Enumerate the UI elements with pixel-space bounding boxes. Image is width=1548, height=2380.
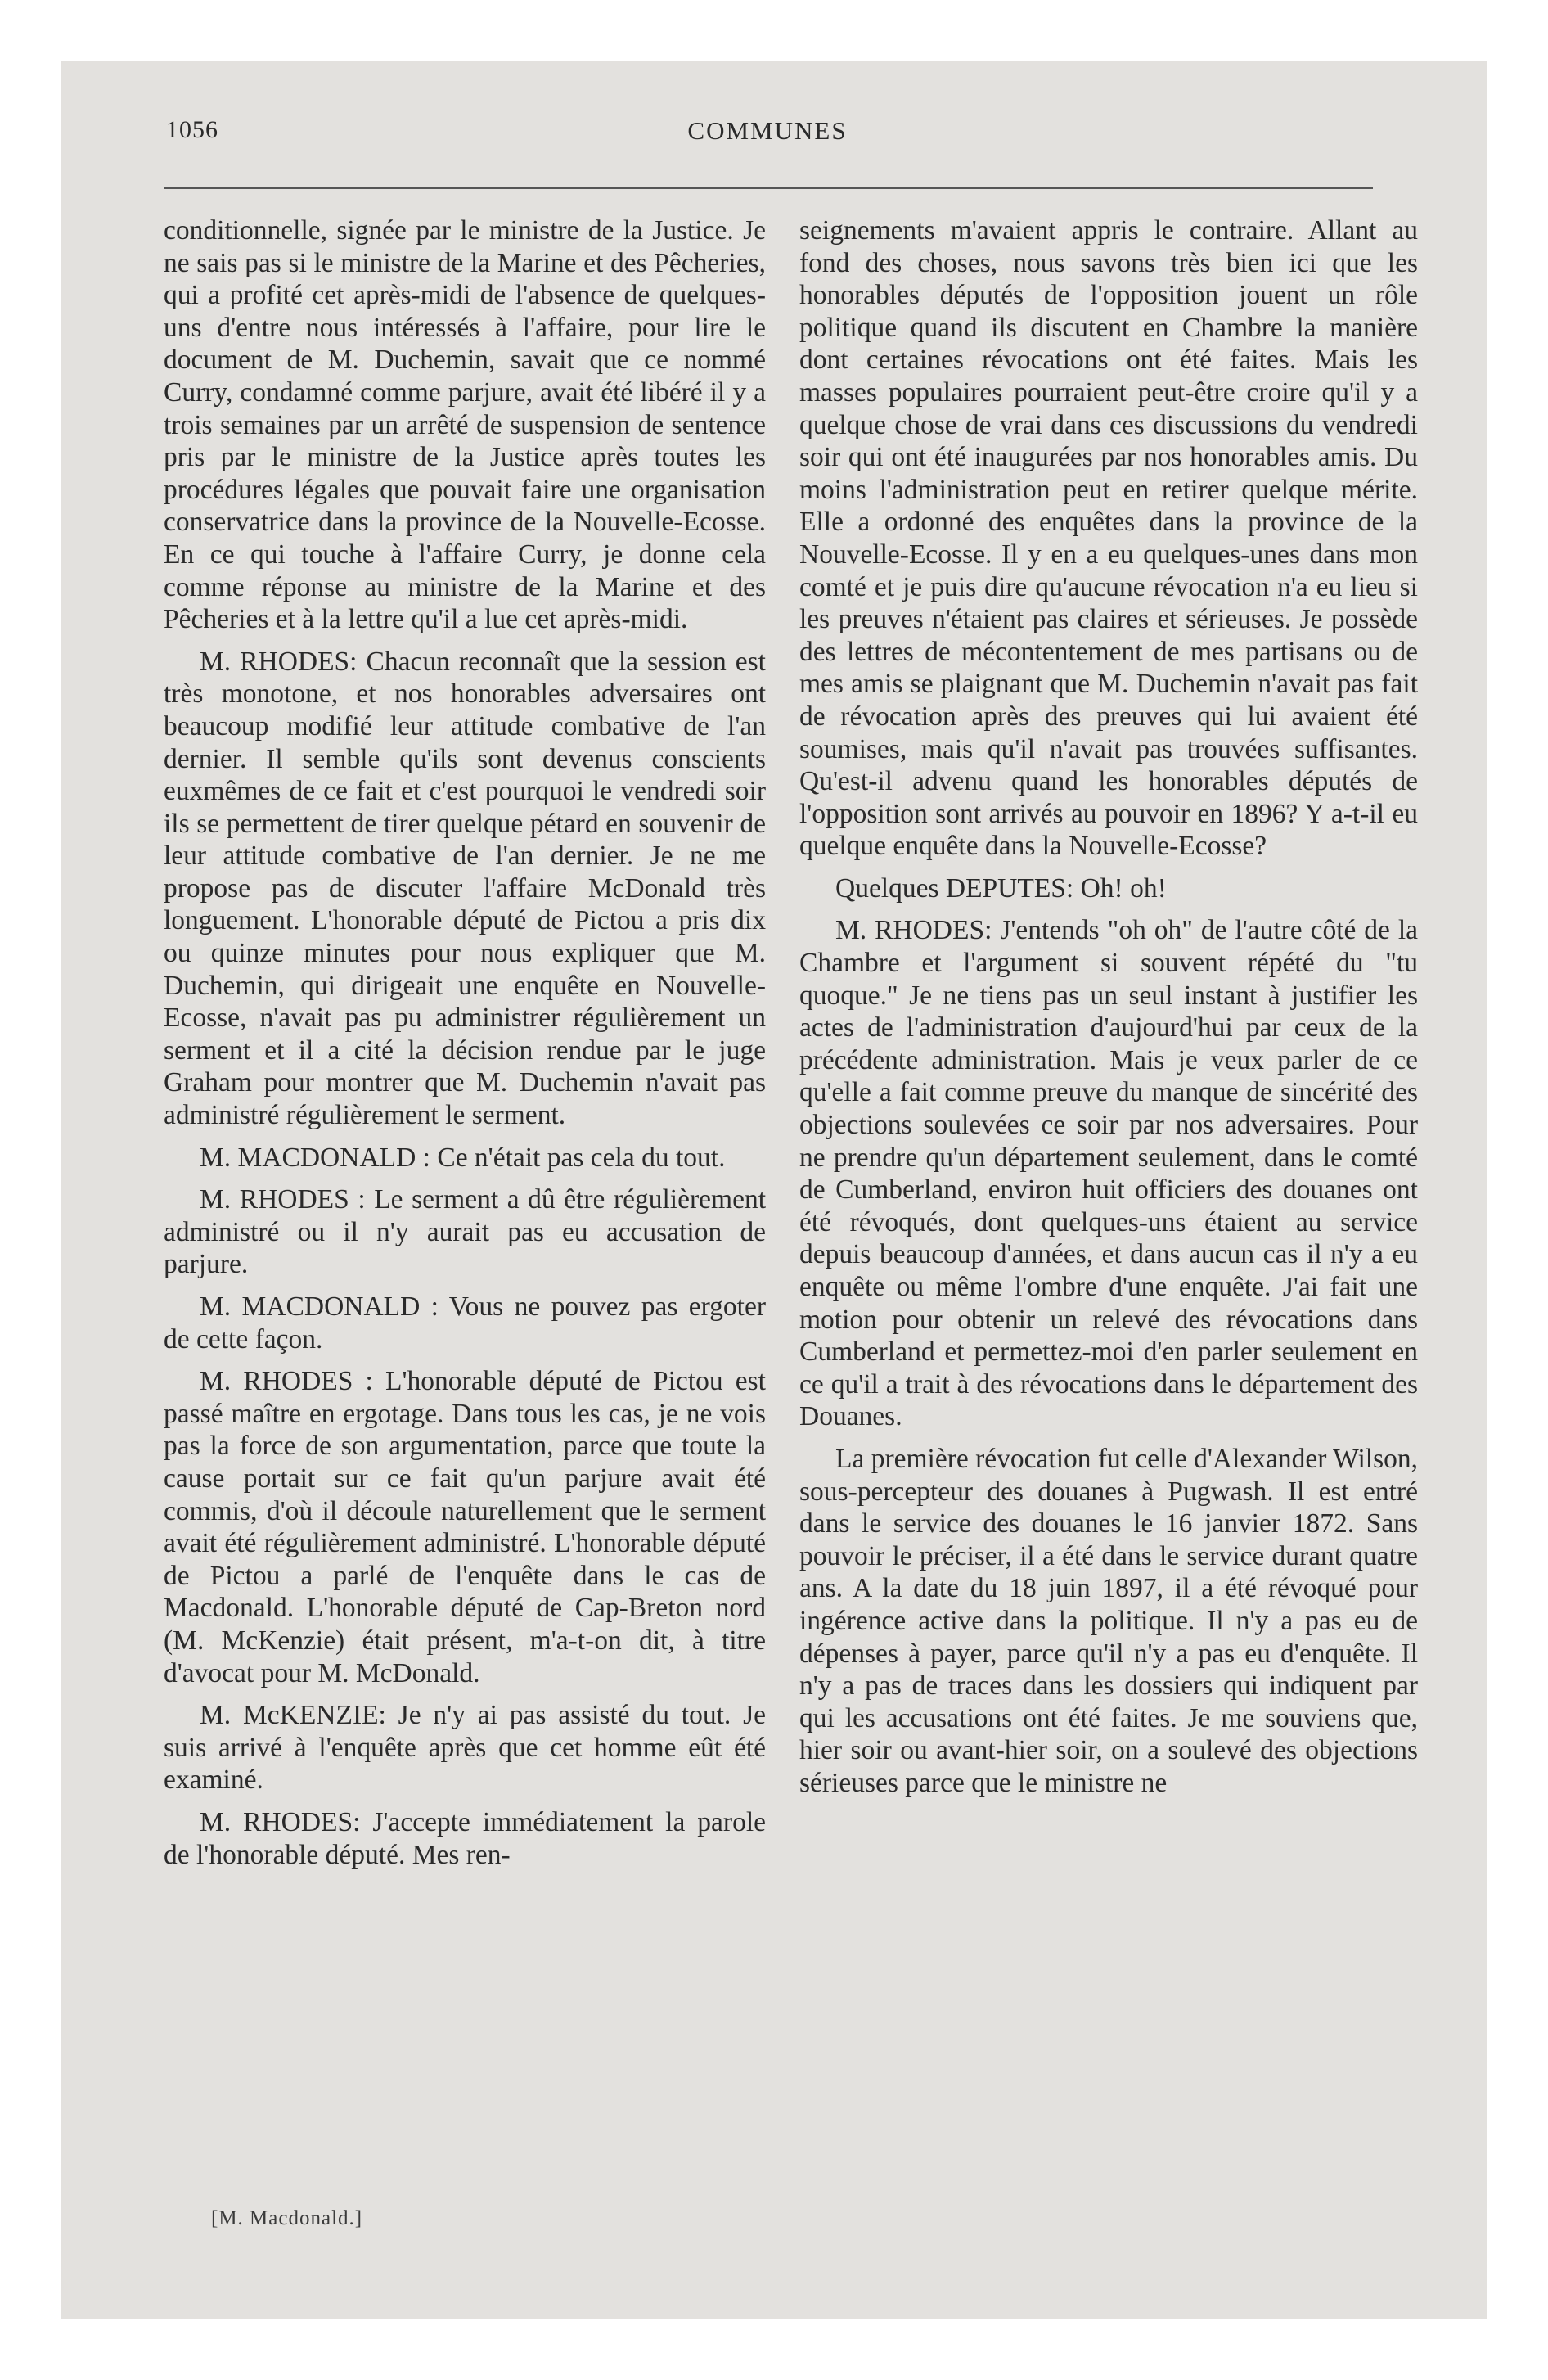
paragraph: La première révocation fut celle d'Alexander Wilson, sous-percepteur des douanes à Pugwash. Il est entré dans le service des douanes le 16 janvier 1872. Sans pouvoir le préciser, il a été dans le service durant quatre ans. A la date du 18 juin 1897, il a été révoqué pour ingérence active dans la politique. Il n'y a pas eu de dépenses à payer, parce qu'il n'y a pas eu d'enquête. Il n'y a pas de traces dans les dossiers qui indiquent par qui les accusations ont été faites. Je me souviens que, hier soir ou avant-hier soir, on a soulevé des objections sérieuses parce que le ministre ne: [799, 1443, 1418, 1798]
header-rule: [164, 187, 1373, 189]
paragraph: seignements m'avaient appris le contraire. Allant au fond des choses, nous savons très bien ici que les honorables députés de l'opposition jouent un rôle politique quand ils discutent en Chambre la manière dont certaines révocations ont été faites. Mais les masses populaires pourraient peut-être croire qu'il y a quelque chose de vrai dans ces discussions du vendredi soir qui ont été inaugurées par nos honorables amis. Du moins l'administration peut en retirer quelque mérite. Elle a ordonné des enquêtes dans la province de la Nouvelle-Ecosse. Il y en a eu quelques-unes dans mon comté et je puis dire qu'aucune révocation n'a eu lieu si les preuves n'étaient pas claires et sérieuses. Je possède des lettres de mécontentement de mes partisans ou de mes amis se plaignant que M. Duchemin n'avait pas fait de révocation après des preuves qui lui avaient été soumises, mais qu'il n'avait pas trouvées suffisantes. Qu'est-il advenu quand les honorables députés de l'opposition sont arrivés au pouvoir en 1896? Y a-t-il eu quelque enquête dans la Nouvelle-Ecosse?: [799, 215, 1418, 862]
paragraph: M. MACDONALD : Vous ne pouvez pas ergoter de cette façon.: [164, 1291, 766, 1355]
paragraph: M. RHODES: Chacun reconnaît que la session est très monotone, et nos honorables adversaires ont beaucoup modifié leur attitude combative de l'an dernier. Il semble qu'ils sont devenus conscients euxmêmes de ce fait et c'est pourquoi le vendredi soir ils se permettent de tirer quelque pétard en souvenir de leur attitude combative de l'an dernier. Je ne me propose pas de discuter l'affaire McDonald très longuement. L'honorable député de Pictou a pris dix ou quinze minutes pour nous expliquer que M. Duchemin, qui dirigeait une enquête en Nouvelle-Ecosse, n'avait pas pu administrer régulièrement un serment et il a cité la décision rendue par le juge Graham pour montrer que M. Duchemin n'avait pas administré régulièrement le serment.: [164, 646, 766, 1131]
paragraph: M. MACDONALD : Ce n'était pas cela du tout.: [200, 1142, 726, 1173]
right-column: [799, 214, 1418, 1800]
paragraph: M. McKENZIE: Je n'y ai pas assisté du tout. Je suis arrivé à l'enquête après que cet homme eût été examiné.: [164, 1700, 766, 1796]
footnote: [M. Macdonald.]: [211, 2207, 363, 2229]
page-number: 1056: [166, 116, 218, 143]
paragraph: conditionnelle, signée par le ministre de la Justice. Je ne sais pas si le ministre de la Marine et des Pêcheries, qui a profité cet après-midi de l'absence de quelques-uns d'entre nous intéressés à l'affaire, pour lire le document de M. Duchemin, savait que ce nommé Curry, condamné comme parjure, avait été libéré il y a trois semaines par un arrêté de suspension de sentence pris par le ministre de la Justice après toutes les procédures légales que pouvait faire une organisation conservatrice dans la province de la Nouvelle-Ecosse. En ce qui touche à l'affaire Curry, je donne cela comme réponse au ministre de la Marine et des Pêcheries et à la lettre qu'il a lue cet après-midi.: [164, 215, 766, 635]
paragraph: M. RHODES : L'honorable député de Pictou est passé maître en ergotage. Dans tous les cas, je ne vois pas la force de son argumentation, parce que toute la cause portait sur ce fait qu'un parjure avait été commis, d'où il découle naturellement que le serment avait été régulièrement administré. L'honorable député de Pictou a parlé de l'enquête dans le cas de Macdonald. L'honorable député de Cap-Breton nord (M. McKenzie) était présent, m'a-t-on dit, à titre d'avocat pour M. McDonald.: [164, 1366, 766, 1688]
paragraph: M. RHODES: J'entends "oh oh" de l'autre côté de la Chambre et l'argument si souvent répété du "tu quoque." Je ne tiens pas un seul instant à justifier les actes de l'administration d'aujourd'hui par ceux de la précédente administration. Mais je veux parler de ce qu'elle a fait comme preuve du manque de sincérité des objections soulevées ce soir par nos adversaires. Pour ne prendre qu'un département seulement, dans le comté de Cumberland, environ huit officiers des douanes ont été révoqués, dont quelques-uns étaient au service depuis beaucoup d'années, et dans aucun cas il n'y a eu enquête ou même l'ombre d'une enquête. J'ai fait une motion pour obtenir un relevé des révocations dans Cumberland et permettez-moi d'en parler seulement en ce qu'il a trait à des révocations dans le département des Douanes.: [799, 915, 1418, 1432]
running-head: COMMUNES: [687, 116, 848, 145]
paragraph: M. RHODES : Le serment a dû être régulièrement administré ou il n'y aurait pas eu accusation de parjure.: [164, 1184, 766, 1280]
paragraph: Quelques DEPUTES: Oh! oh!: [835, 872, 1167, 904]
left-column: [164, 214, 766, 1871]
paragraph: M. RHODES: J'accepte immédiatement la parole de l'honorable député. Mes ren-: [164, 1806, 766, 1870]
page-header: [109, 116, 1426, 159]
